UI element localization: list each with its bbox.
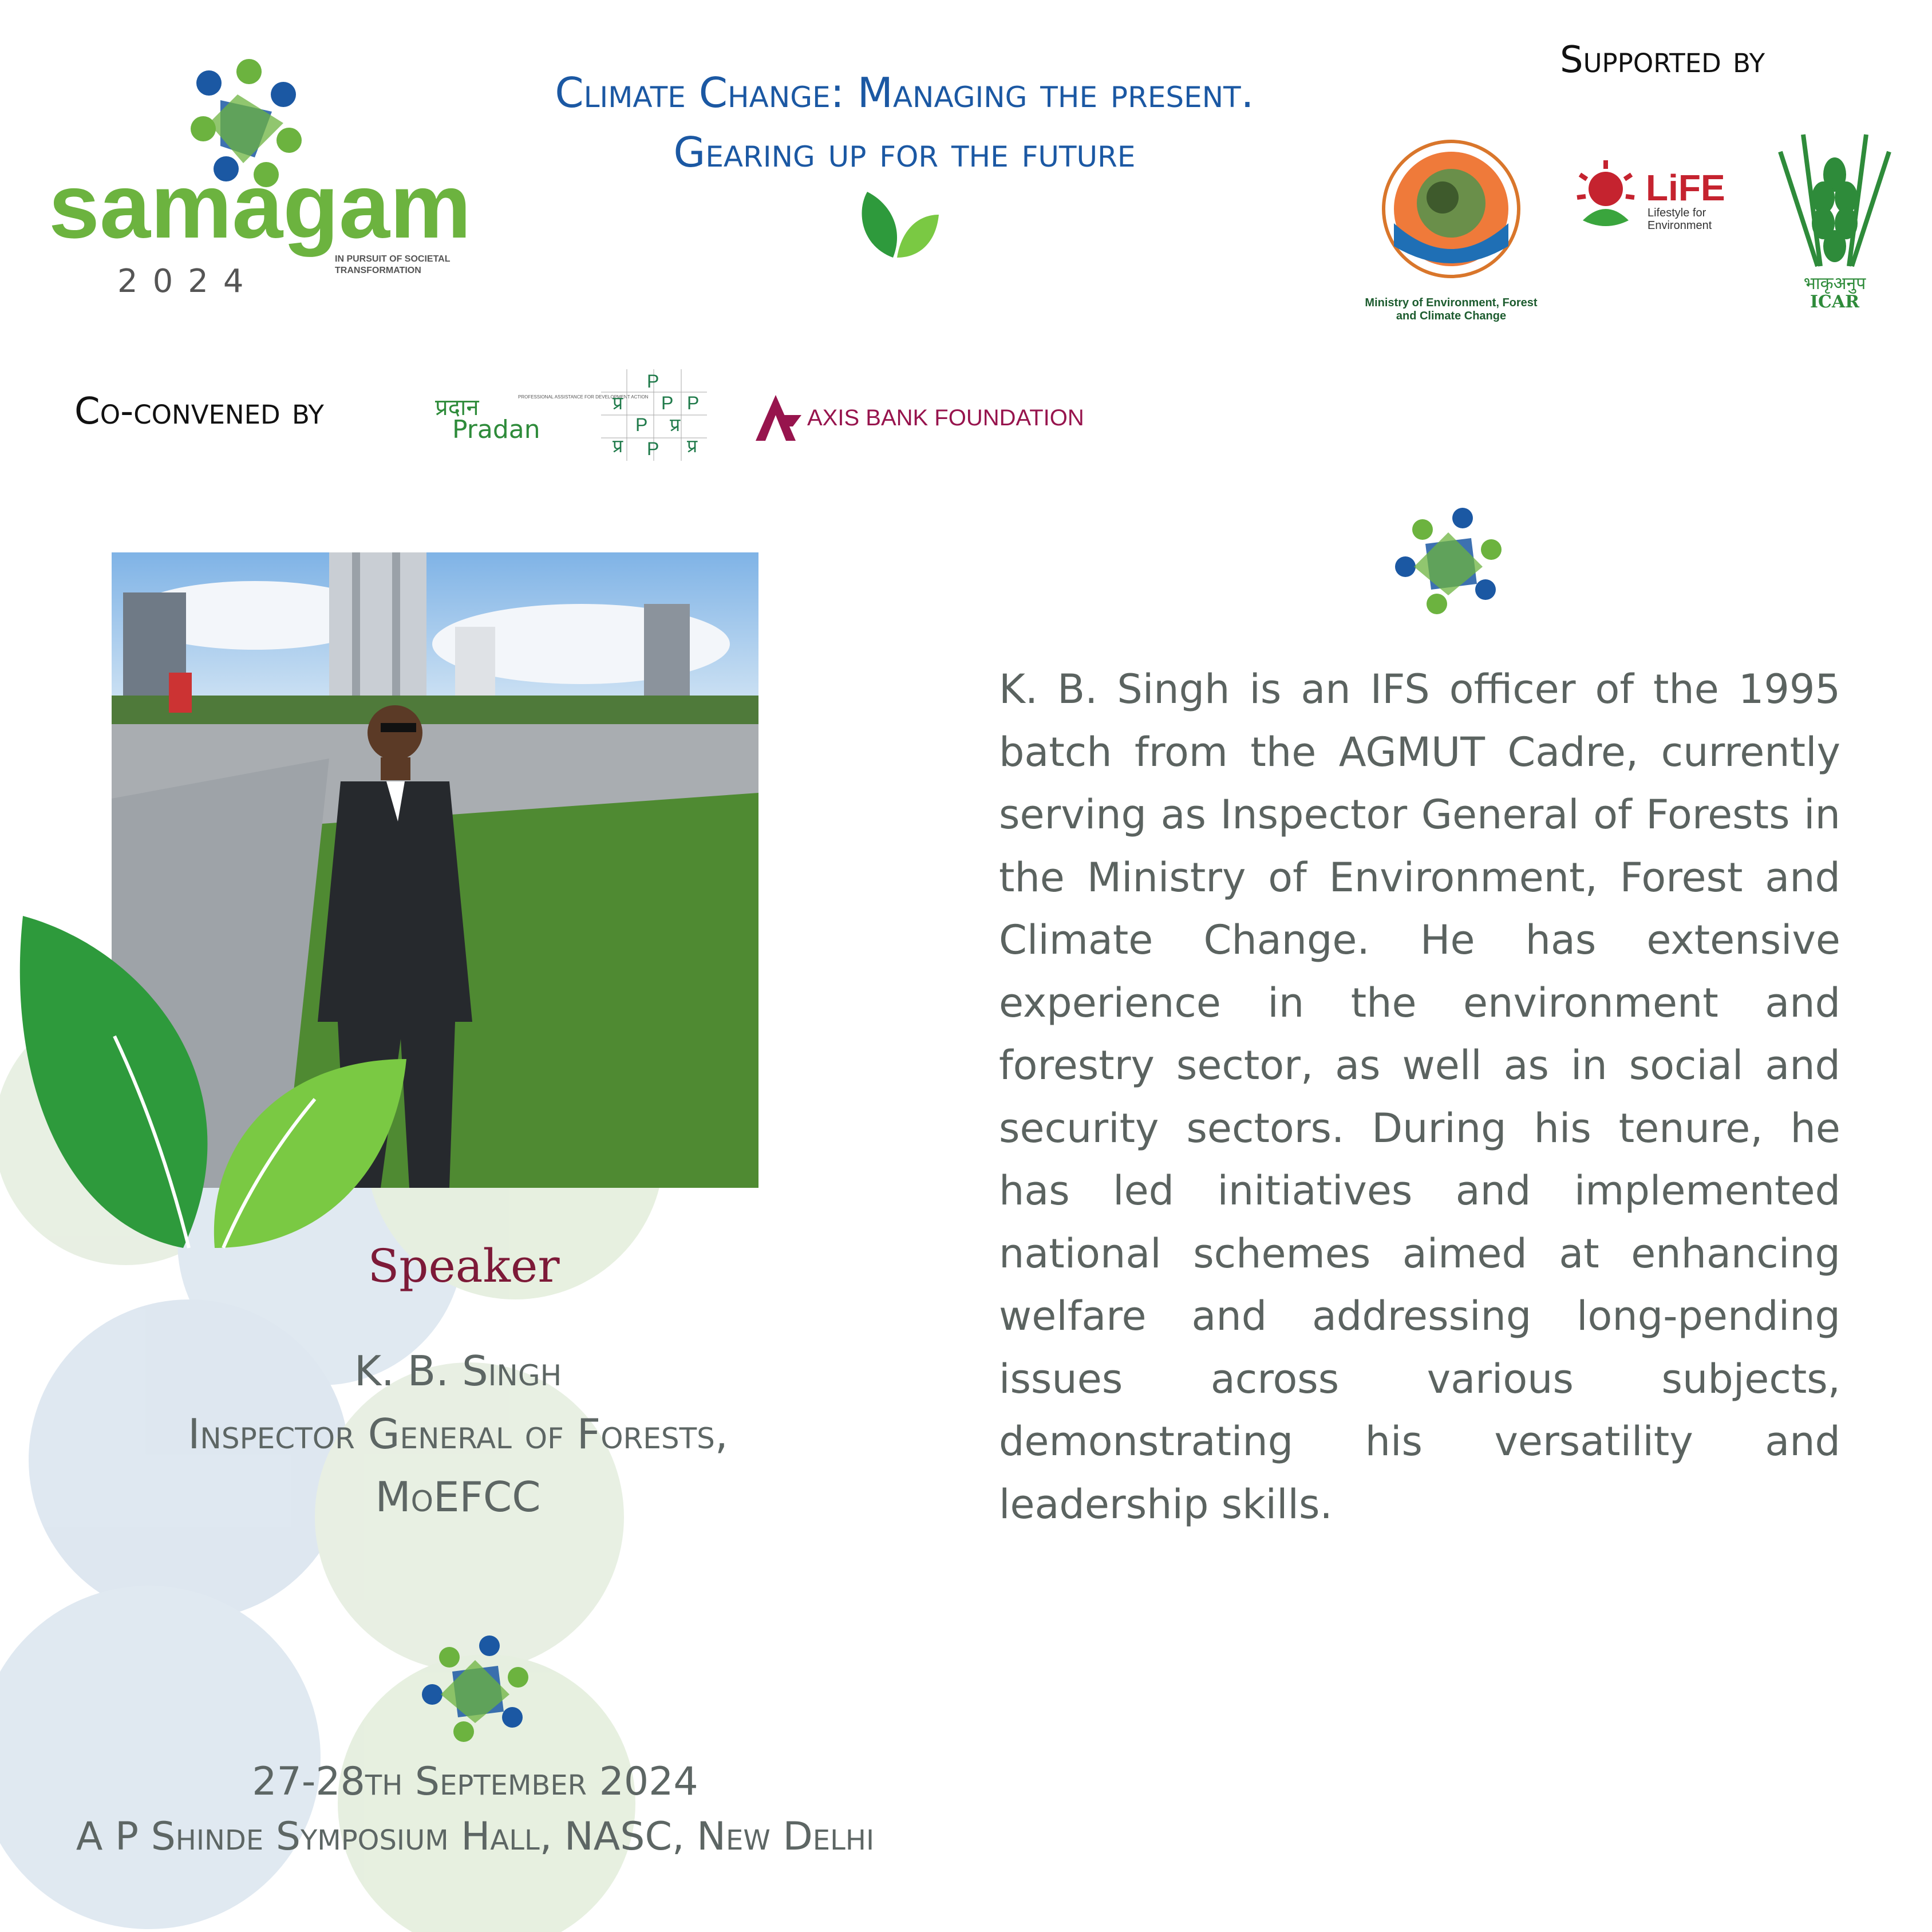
life-title: LiFE xyxy=(1646,167,1725,208)
conference-theme xyxy=(447,63,1362,182)
pradan-tagline: PROFESSIONAL ASSISTANCE FOR DEVELOPMENT ACTION xyxy=(518,394,649,400)
svg-text:प्र: प्र xyxy=(687,436,698,456)
pradan-hindi: प्रदान xyxy=(435,394,479,421)
svg-text:P: P xyxy=(661,393,674,413)
icar-name: ICAR xyxy=(1809,292,1860,312)
partner-grid-logo xyxy=(601,369,707,461)
moefcc-caption-1: Ministry of Environment, Forest xyxy=(1365,297,1538,309)
icar-hindi: भाकृअनुप xyxy=(1803,274,1866,294)
theme-line-1: Climate Change: Managing the present. xyxy=(555,69,1254,117)
speaker-details xyxy=(29,1340,887,1528)
samagam-year: 2024 xyxy=(117,263,259,300)
moefcc-caption-2: and Climate Change xyxy=(1396,310,1507,322)
co-convened-by-label: Co-convened by xyxy=(74,390,324,433)
leaf-icon xyxy=(856,189,939,260)
axis-bank-foundation-logo xyxy=(753,392,1125,444)
event-dates: 27-28th September 2024 xyxy=(252,1759,698,1804)
samagam-logo xyxy=(37,49,484,306)
speaker-name: K. B. Singh xyxy=(354,1347,562,1395)
svg-text:P: P xyxy=(687,393,700,413)
samagam-cluster-icon xyxy=(418,1631,532,1746)
icar-logo xyxy=(1769,129,1901,312)
speaker-label: Speaker xyxy=(368,1239,560,1293)
svg-text:प्र: प्र xyxy=(613,393,623,413)
samagam-cluster-icon xyxy=(1391,504,1506,618)
svg-text:P: P xyxy=(647,438,659,459)
pradan-logo xyxy=(435,389,649,452)
samagam-tagline-1: IN PURSUIT OF SOCIETAL xyxy=(335,254,451,264)
axis-name: AXIS BANK FOUNDATION xyxy=(807,405,1084,430)
supported-by-label: Supported by xyxy=(1560,39,1765,81)
moefcc-logo xyxy=(1357,132,1546,326)
speaker-title-line-2: MoEFCC xyxy=(375,1473,541,1521)
life-subtitle-1: Lifestyle for xyxy=(1647,207,1706,219)
leaves-decoration xyxy=(17,904,418,1259)
speaker-title-line-1: Inspector General of Forests, xyxy=(188,1410,728,1458)
event-details xyxy=(17,1755,933,1864)
svg-text:P: P xyxy=(635,414,648,435)
life-logo xyxy=(1574,157,1740,238)
event-venue: A P Shinde Symposium Hall, NASC, New Delhi xyxy=(76,1814,875,1859)
pradan-name: Pradan xyxy=(452,415,540,444)
samagam-tagline-2: TRANSFORMATION xyxy=(335,266,421,275)
svg-text:प्र: प्र xyxy=(613,436,623,456)
speaker-bio: K. B. Singh is an IFS officer of the 1995 batch from the AGMUT Cadre, currently serving as Inspector General of Forests in the Ministry of Environment, Forest and Climate Change. He has extensive experience in the environment and forestry sector, as well as in social and security sectors. During his tenure, he has led initiatives and implemented national schemes aimed at enhancing welfare and addressing long-pending issues across various subjects, demonstrating his versatility and leadership skills. xyxy=(999,666,1840,1528)
svg-text:प्र: प्र xyxy=(670,414,681,435)
theme-line-2: Gearing up for the future xyxy=(673,128,1136,176)
life-subtitle-2: Environment xyxy=(1647,219,1712,232)
svg-text:P: P xyxy=(647,371,659,392)
samagam-wordmark: samagam xyxy=(49,155,472,257)
